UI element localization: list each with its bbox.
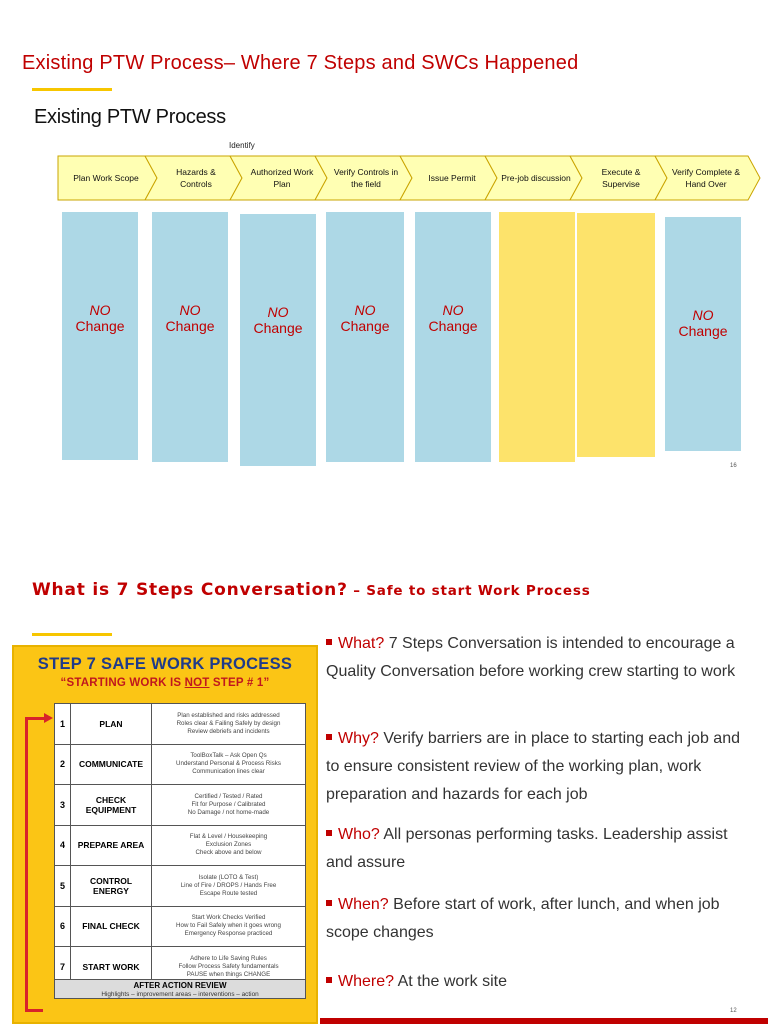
table-row xyxy=(55,744,306,785)
bullet-square-icon xyxy=(326,830,332,836)
bullet-square-icon xyxy=(326,900,332,906)
step-description: Plan established and risks addressed Roles clear & Failing Safely by design Review debriefs and incidents xyxy=(152,704,306,745)
step-label-4: Verify Controls in the field xyxy=(333,167,399,189)
poster-heading: STEP 7 SAFE WORK PROCESS xyxy=(37,655,293,673)
step-label-8: Verify Complete & Hand Over xyxy=(671,167,741,189)
step-number: 2 xyxy=(55,744,71,785)
step-label-5: Issue Permit xyxy=(428,173,476,183)
step-number: 6 xyxy=(55,906,71,947)
step-number: 3 xyxy=(55,785,71,826)
step-name: PLAN xyxy=(71,704,152,745)
steps-table xyxy=(54,703,306,988)
table-row xyxy=(55,785,306,826)
no-change-label: NO Change xyxy=(165,302,215,334)
table-row xyxy=(55,866,306,907)
bullet-where: Where? At the work site xyxy=(326,968,756,996)
bullet-why: Why? Verify barriers are in place to starting each job and to ensure consistent review of the working plan, work preparation and hazards for each job xyxy=(326,730,740,803)
phase-column-8 xyxy=(665,217,741,451)
step-description: Start Work Checks Verified How to Fail Safely when it goes wrong Emergency Response practiced xyxy=(152,906,306,947)
step-label-3: Authorized Work Plan xyxy=(250,167,314,189)
step-description: Certified / Tested / Rated Fit for Purpose / Calibrated No Damage / not home-made xyxy=(152,785,306,826)
step-name: COMMUNICATE xyxy=(71,744,152,785)
step-description: Isolate (LOTO & Test) Line of Fire / DROPS / Hands Free Escape Route tested xyxy=(152,866,306,907)
title-sub: – Safe to start Work Process xyxy=(347,583,591,599)
title-main: What is 7 Steps Conversation? xyxy=(32,580,348,600)
step-label-7: Execute & Supervise xyxy=(601,167,641,189)
step-label-6: Pre-job discussion xyxy=(501,173,571,183)
phase-column-4 xyxy=(326,212,404,462)
after-action-review xyxy=(54,979,306,999)
table-row xyxy=(55,906,306,947)
step-description: ToolBoxTalk – Ask Open Qs Understand Personal & Process Risks Communication lines clear xyxy=(152,744,306,785)
phase-column-5 xyxy=(415,212,491,462)
page-number: 12 xyxy=(730,1008,737,1014)
loop-arrow-line xyxy=(25,717,28,1012)
step-number: 4 xyxy=(55,825,71,866)
slide-title xyxy=(32,580,591,600)
phase-column-7-highlight xyxy=(577,213,655,457)
after-action-title: AFTER ACTION REVIEW xyxy=(133,981,227,990)
no-change-label: NO Change xyxy=(253,304,303,336)
page-number: 16 xyxy=(730,463,737,469)
phase-column-3 xyxy=(240,214,316,466)
step-label-2: Hazards & Controls xyxy=(176,167,216,189)
table-row xyxy=(55,825,306,866)
phase-column-1 xyxy=(62,212,138,460)
loop-arrow-top xyxy=(25,717,45,720)
step-description: Adhere to Life Saving Rules Follow Process Safety fundamentals PAUSE when things CHANGE xyxy=(152,947,306,988)
step-name: PREPARE AREA xyxy=(71,825,152,866)
table-row xyxy=(55,704,306,745)
poster-subheading: “STARTING WORK IS NOT STEP # 1” xyxy=(60,677,270,689)
bullet-square-icon xyxy=(326,977,332,983)
step-number: 5 xyxy=(55,866,71,907)
no-change-label: NO Change xyxy=(678,307,728,339)
bullet-what: What? 7 Steps Conversation is intended to encourage a Quality Conversation before working crew starting to work xyxy=(326,635,736,680)
loop-arrow-head-icon xyxy=(44,713,53,723)
bullet-who: Who? All personas performing tasks. Leadership assist and assure xyxy=(326,826,728,871)
slide-title: Existing PTW Process– Where 7 Steps and SWCs Happened xyxy=(22,52,579,74)
phase-column-2 xyxy=(152,212,228,462)
step-number: 1 xyxy=(55,704,71,745)
step-name: START WORK xyxy=(71,947,152,988)
phase-column-6-highlight xyxy=(499,212,575,462)
step-description: Flat & Level / Housekeeping Exclusion Zones Check above and below xyxy=(152,825,306,866)
step-name: CHECK EQUIPMENT xyxy=(71,785,152,826)
step-number: 7 xyxy=(55,947,71,988)
no-change-label: NO Change xyxy=(75,302,125,334)
title-accent-bar xyxy=(32,633,112,636)
loop-arrow-bottom xyxy=(25,1009,43,1012)
step-label-1: Plan Work Scope xyxy=(73,173,139,183)
footer-bar xyxy=(320,1018,768,1024)
identify-label: Identify xyxy=(229,141,255,150)
bullet-square-icon xyxy=(326,639,332,645)
safe-work-process-poster xyxy=(12,645,318,1024)
bullet-square-icon xyxy=(326,734,332,740)
no-change-label: NO Change xyxy=(340,302,390,334)
step-name: CONTROL ENERGY xyxy=(71,866,152,907)
slide-subtitle: Existing PTW Process xyxy=(34,106,226,128)
after-action-desc: Highlights – improvement areas – interventions – action xyxy=(101,991,259,998)
no-change-label: NO Change xyxy=(428,302,478,334)
bullet-when: When? Before start of work, after lunch, and when job scope changes xyxy=(326,896,720,941)
step-name: FINAL CHECK xyxy=(71,906,152,947)
slide-7-steps-conversation xyxy=(0,512,768,1024)
